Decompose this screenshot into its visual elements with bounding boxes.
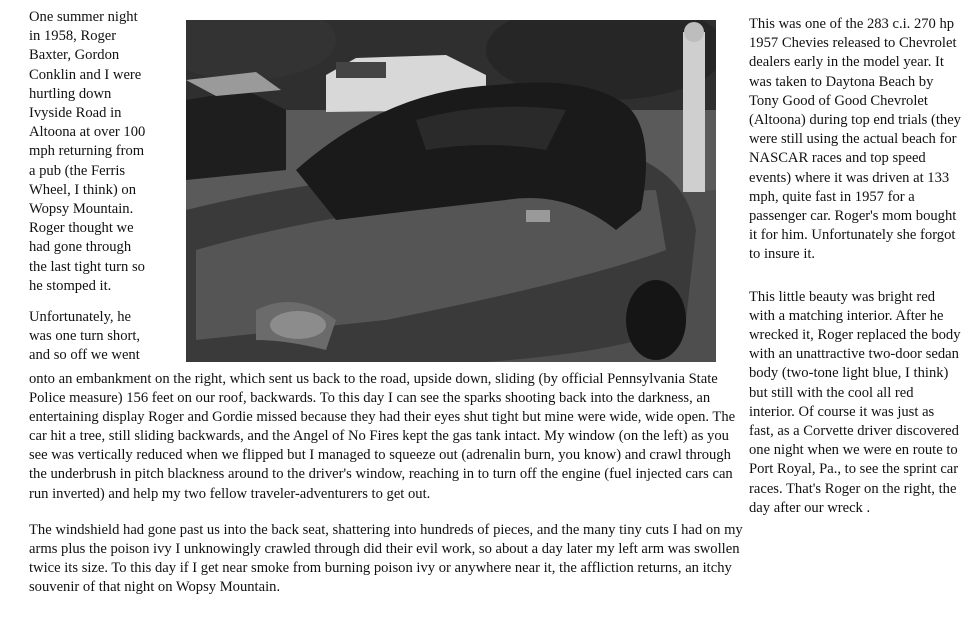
crash-continuation-paragraph: onto an embankment on the right, which sent us back to the road, upside down, sliding (by official Pennsylvania State Police measure) 156 feet on our roof, backwards. To this day I can see the sparks shooting back into the darkness, an entertaining display Roger and Gordie missed because they had their eyes shut tight but mine were wide, wide open. The car hit a tree, still sliding backwards, and the Angel of No Fires kept the gas tank intact. My window (on the left) as you see was vertically reduced when we flipped but I managed to squeeze out (adrenalin burn, you know) and crawl through the underbrush in pitch blackness around to the driver's window, reaching in to turn off the engine (fuel injected cars can run inverted) and help my two fellow traveler-adventurers to get out. xyxy=(29,371,736,502)
left-column xyxy=(29,8,163,366)
windshield-paragraph: The windshield had gone past us into the back seat, shattering into hundreds of pieces, and the many tiny cuts I had on my arms plus the poison ivy I unknowingly crawled through did their evil work, so about a day later my left arm was swollen twice its size. To this day if I get near smoke from burning poison ivy or anywhere near it, the affliction returns, an itchy souvenir of that night on Wopsy Mountain. xyxy=(29,521,743,595)
rebuild-story-paragraph: This little beauty was bright red with a matching interior. After he wrecked it, Roger replaced the body with an unattractive two-door sedan body (two-tone light blue, I think) but still with the cool all red interior. Of course it was just as fast, as a Corvette driver discovered one night when we were en route to Port Royal, Pa., to see the sprint car races. That's Roger on the right, the day after our wreck . xyxy=(749,288,961,516)
wrecked-car-photo xyxy=(186,20,716,362)
short-paragraph: Unfortunately, he was one turn short, and so off we went xyxy=(29,309,141,364)
main-text xyxy=(29,370,744,597)
right-column xyxy=(749,15,961,518)
intro-paragraph: One summer night in 1958, Roger Baxter, Gordon Conklin and I were hurtling down Ivyside Road in Altoona at over 100 mph returning from a pub (the Ferris Wheel, I think) on Wopsy Mountain. Roger thought we had gone through the last tight turn so he stomped it. xyxy=(29,9,146,294)
car-history-paragraph: This was one of the 283 c.i. 270 hp 1957 Chevies released to Chevrolet dealers early in the model year. It was taken to Daytona Beach by Tony Good of Good Chevrolet (Altoona) during top end trials (they were still using the actual beach for NASCAR races and top speed events) where it was driven at 133 mph, quite fast in 1957 for a passenger car. Roger's mom bought it for him. Unfortunately she forgot to insure it. xyxy=(749,16,961,263)
